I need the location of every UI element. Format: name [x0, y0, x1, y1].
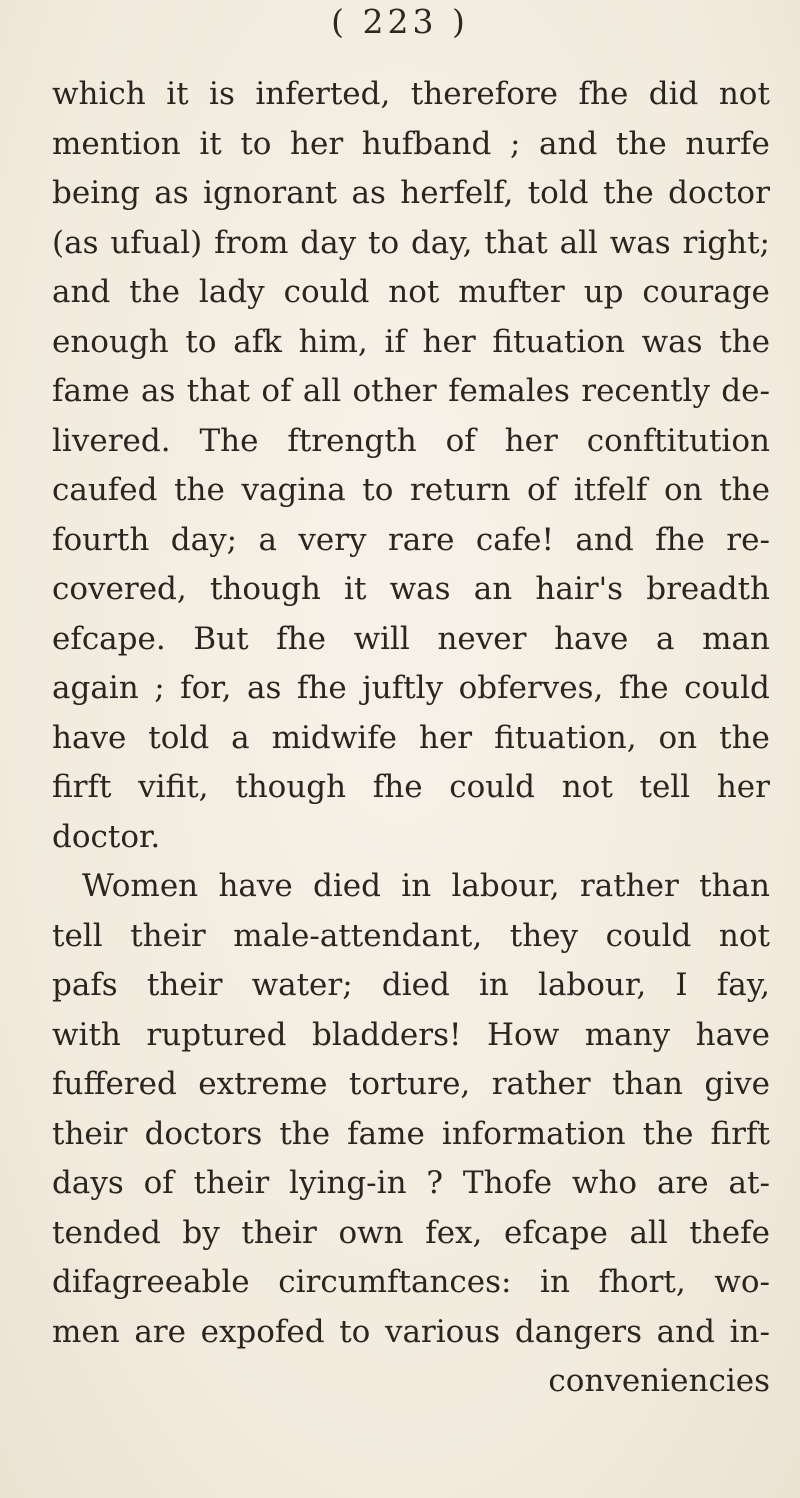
- word: to: [240, 125, 272, 162]
- word: fame: [52, 373, 130, 409]
- word: male-attendant,: [233, 917, 483, 954]
- word: fhe: [618, 670, 669, 706]
- word: tended: [52, 1214, 161, 1251]
- word: own: [338, 1214, 404, 1251]
- word: other: [352, 373, 437, 409]
- word: hufband: [361, 125, 492, 162]
- word: to: [362, 472, 394, 508]
- text-line: [52, 268, 770, 318]
- word: dangers: [514, 1313, 643, 1350]
- word: a: [258, 521, 277, 558]
- word: fhort,: [598, 1264, 686, 1300]
- word: the: [174, 472, 225, 508]
- body-text: [52, 70, 770, 1407]
- word: could: [605, 917, 692, 954]
- word: Women: [82, 868, 199, 904]
- text-line: [52, 763, 770, 813]
- word: their: [52, 1115, 128, 1152]
- text-line: [52, 318, 770, 368]
- word: than: [612, 1066, 683, 1102]
- word: as: [247, 670, 282, 706]
- word: again: [52, 670, 139, 706]
- word: from: [214, 224, 289, 261]
- word: that: [484, 224, 548, 261]
- word: covered,: [52, 571, 187, 607]
- word: fourth: [52, 521, 150, 558]
- word: fhe: [372, 769, 423, 805]
- word: at-: [728, 1165, 770, 1201]
- word: her: [422, 323, 476, 360]
- word: day: [300, 224, 357, 261]
- word: did: [648, 76, 699, 112]
- word: fame: [347, 1115, 425, 1152]
- word: ;: [509, 125, 521, 162]
- word: ?: [426, 1165, 444, 1201]
- word: efcape.: [52, 620, 166, 657]
- word: all: [629, 1214, 668, 1251]
- text-line: [52, 516, 770, 566]
- word: never: [437, 620, 527, 657]
- word: bladders!: [312, 1016, 462, 1053]
- word: her: [716, 769, 770, 805]
- word: the: [719, 472, 770, 508]
- word: it: [166, 76, 189, 112]
- word: is: [209, 76, 235, 112]
- word: rather: [491, 1066, 591, 1102]
- word: was: [641, 323, 703, 360]
- word: re-: [726, 521, 770, 558]
- word: have: [554, 620, 629, 657]
- word: inferted,: [255, 76, 391, 112]
- word: and: [656, 1313, 715, 1350]
- word: doctors: [144, 1115, 263, 1152]
- word: of: [143, 1165, 174, 1201]
- word: give: [704, 1066, 770, 1102]
- word: right;: [682, 224, 770, 261]
- word: tell: [639, 769, 691, 805]
- word: ruptured: [146, 1016, 287, 1053]
- word: their: [146, 967, 223, 1003]
- text-line: [52, 367, 770, 417]
- word: But: [193, 620, 249, 657]
- paragraph-2: [52, 862, 770, 1357]
- text-line: [52, 912, 770, 962]
- word: return: [410, 472, 511, 508]
- text-line: [52, 1308, 770, 1358]
- word: for,: [180, 670, 232, 706]
- text-line: [52, 417, 770, 467]
- word: to: [339, 1313, 371, 1350]
- word: are: [656, 1165, 709, 1201]
- word: as: [154, 175, 189, 211]
- word: of: [261, 373, 292, 409]
- text-line: [52, 714, 770, 764]
- word: died: [381, 967, 450, 1003]
- word: females: [448, 373, 570, 409]
- word: conftitution: [586, 422, 770, 459]
- word: the: [719, 719, 770, 756]
- paragraph-1: [52, 70, 770, 862]
- word: mufter: [458, 274, 565, 310]
- word: died: [313, 868, 381, 904]
- word: The: [199, 422, 259, 459]
- word: the: [719, 323, 770, 360]
- word: the: [129, 274, 180, 310]
- word: in: [540, 1264, 570, 1300]
- word: in: [401, 868, 432, 904]
- word: courage: [642, 274, 770, 310]
- word: and: [539, 125, 598, 162]
- word: fhe: [276, 620, 326, 657]
- text-line: [52, 1060, 770, 1110]
- text-line: [52, 1110, 770, 1160]
- text-line: [52, 664, 770, 714]
- word: her: [290, 125, 344, 162]
- word: to: [367, 224, 400, 261]
- word: cafe!: [475, 521, 554, 558]
- word: their: [130, 917, 206, 954]
- word: lady: [198, 274, 265, 310]
- word: ignorant: [203, 175, 338, 211]
- word: midwife: [271, 719, 398, 756]
- word: and: [575, 521, 634, 558]
- word: if: [384, 323, 406, 360]
- word: information: [441, 1115, 626, 1152]
- word: are: [134, 1313, 186, 1350]
- word: it: [199, 125, 222, 162]
- word: ufual): [110, 224, 203, 261]
- word: mention: [52, 125, 181, 162]
- word: obferves,: [458, 670, 604, 706]
- word: have: [52, 719, 127, 756]
- text-line: [52, 1011, 770, 1061]
- word: fhe: [296, 670, 347, 706]
- word: rather: [579, 868, 679, 904]
- word: told: [148, 719, 210, 756]
- word: many: [584, 1016, 671, 1053]
- word: though: [235, 769, 347, 805]
- page-number: ( 223 ): [331, 2, 469, 41]
- word: all: [559, 224, 598, 261]
- word: as: [351, 175, 386, 211]
- word: not: [561, 769, 613, 805]
- word: ftrength: [287, 422, 417, 459]
- word: have: [218, 868, 293, 904]
- word: was: [609, 224, 671, 261]
- word: her: [504, 422, 558, 459]
- word: man: [702, 620, 770, 657]
- word: herfelf,: [400, 175, 514, 211]
- word: could: [283, 274, 370, 310]
- text-line: [52, 70, 770, 120]
- word: their: [241, 1214, 317, 1251]
- word: him,: [298, 323, 368, 360]
- text-line: doctor.: [52, 818, 161, 855]
- text-line: [52, 615, 770, 665]
- word: her: [419, 719, 473, 756]
- word: which: [52, 76, 146, 112]
- word: the: [615, 125, 667, 162]
- word: fituation,: [494, 719, 637, 756]
- word: fuffered: [52, 1066, 177, 1102]
- word: an: [473, 571, 513, 607]
- word: thefe: [689, 1214, 770, 1251]
- word: day;: [170, 521, 238, 558]
- word: will: [353, 620, 410, 657]
- word: that: [186, 373, 251, 409]
- word: doctor: [668, 175, 770, 211]
- word: the: [279, 1115, 331, 1152]
- word: of: [445, 422, 476, 459]
- word: extreme: [198, 1066, 328, 1102]
- word: in-: [729, 1313, 770, 1350]
- word: difagreeable: [52, 1264, 250, 1300]
- word: wo-: [714, 1264, 770, 1300]
- text-line: [52, 466, 770, 516]
- word: by: [182, 1214, 220, 1251]
- word: it: [344, 571, 367, 607]
- word: fay,: [716, 967, 770, 1003]
- word: How: [487, 1016, 560, 1053]
- word: was: [389, 571, 451, 607]
- text-line: [52, 1209, 770, 1259]
- word: could: [449, 769, 536, 805]
- text-line: [52, 169, 770, 219]
- word: fhe: [655, 521, 705, 558]
- word: a: [655, 620, 675, 657]
- word: of: [527, 472, 558, 508]
- text-line: [52, 120, 770, 170]
- word: up: [583, 274, 624, 310]
- word: de-: [721, 373, 770, 409]
- word: ;: [154, 670, 165, 706]
- word: the: [602, 175, 654, 211]
- word: not: [718, 76, 770, 112]
- word: recently: [581, 373, 710, 409]
- word: enough: [52, 323, 169, 360]
- word: nurfe: [685, 125, 770, 162]
- word: fex,: [425, 1214, 483, 1251]
- word: their: [193, 1165, 270, 1201]
- word: labour,: [451, 868, 560, 904]
- text-line: [52, 565, 770, 615]
- word: told: [527, 175, 589, 211]
- word: the: [642, 1115, 694, 1152]
- word: they: [509, 917, 579, 954]
- word: juftly: [362, 670, 444, 706]
- word: (as: [52, 224, 99, 261]
- word: efcape: [503, 1214, 608, 1251]
- word: lying-in: [289, 1165, 407, 1201]
- word: could: [684, 670, 770, 706]
- catchword: conveniencies: [548, 1363, 770, 1399]
- word: on: [658, 719, 698, 756]
- word: afk: [233, 323, 282, 360]
- word: though: [209, 571, 321, 607]
- word: day,: [410, 224, 473, 261]
- word: than: [699, 868, 770, 904]
- word: not: [718, 917, 770, 954]
- text-line: [52, 219, 770, 269]
- text-line: [52, 1258, 770, 1308]
- word: Thofe: [462, 1165, 553, 1201]
- word: rare: [387, 521, 455, 558]
- word: circumftances:: [278, 1264, 512, 1300]
- word: labour,: [538, 967, 647, 1003]
- word: tell: [52, 917, 103, 954]
- word: caufed: [52, 472, 158, 508]
- word: pafs: [52, 967, 118, 1003]
- word: as: [141, 373, 176, 409]
- text-line: [52, 862, 770, 912]
- word: and: [52, 274, 111, 310]
- word: livered.: [52, 422, 171, 459]
- word: therefore: [410, 76, 559, 112]
- word: being: [52, 175, 140, 211]
- word: I: [675, 967, 688, 1003]
- word: very: [298, 521, 367, 558]
- word: vagina: [241, 472, 346, 508]
- word: on: [663, 472, 703, 508]
- word: have: [695, 1016, 770, 1053]
- word: fhe: [578, 76, 629, 112]
- word: days: [52, 1165, 124, 1201]
- word: expofed: [200, 1313, 325, 1350]
- word: torture,: [348, 1066, 471, 1102]
- text-line: [52, 1159, 770, 1209]
- word: to: [185, 323, 217, 360]
- word: vifit,: [138, 769, 209, 805]
- word: hair's: [535, 571, 624, 607]
- word: firft: [710, 1115, 770, 1152]
- word: in: [478, 967, 509, 1003]
- word: firft: [52, 769, 112, 805]
- word: breadth: [646, 571, 770, 607]
- text-line: [52, 961, 770, 1011]
- word: fituation: [492, 323, 625, 360]
- word: not: [388, 274, 440, 310]
- word: who: [571, 1165, 638, 1201]
- word: various: [384, 1313, 501, 1350]
- word: itfelf: [573, 472, 648, 508]
- word: a: [231, 719, 250, 756]
- word: with: [52, 1016, 121, 1053]
- word: men: [52, 1313, 120, 1350]
- word: water;: [251, 967, 353, 1003]
- word: all: [302, 373, 342, 409]
